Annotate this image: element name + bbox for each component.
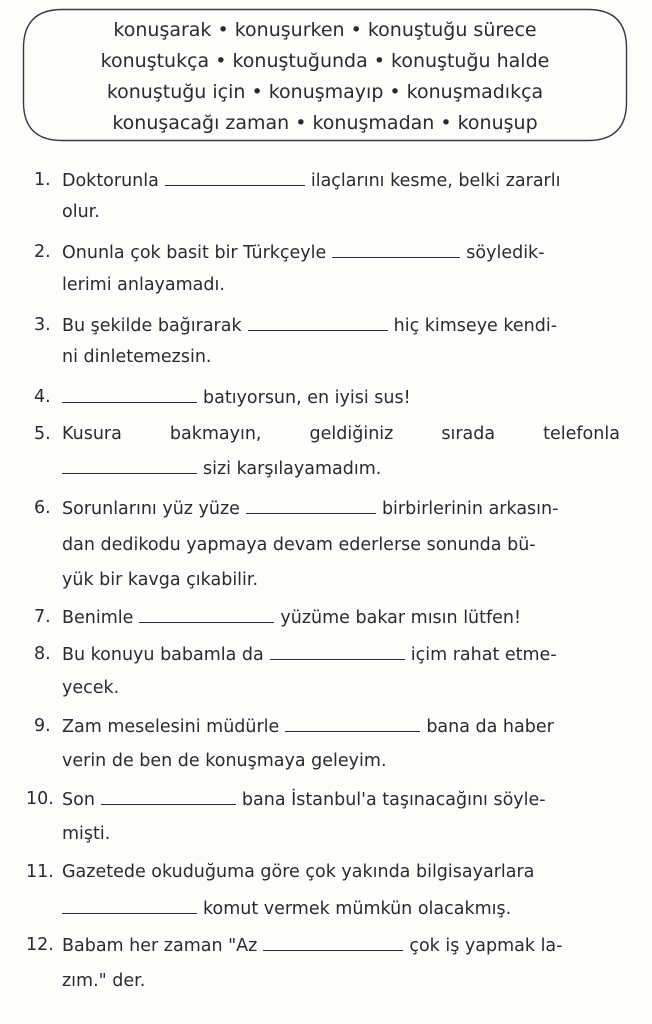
word-bank-box (22, 8, 628, 142)
item-line-1 (62, 385, 411, 410)
item-text-before: Onunla çok basit bir Türkçeyle (62, 243, 327, 263)
item-word: bakmayın, (169, 424, 262, 444)
answer-blank-9[interactable] (285, 714, 420, 732)
item-line-1 (62, 168, 560, 193)
answer-blank-6[interactable] (246, 496, 376, 514)
item-line-1 (62, 496, 558, 521)
item-number: 6. (34, 498, 51, 518)
item-word: telefonla (543, 424, 620, 444)
item-text-before: Bu konuyu babamla da (62, 645, 264, 665)
item-number: 2. (34, 242, 51, 262)
item-line-2: yecek. (62, 678, 120, 698)
answer-blank-2[interactable] (332, 240, 460, 258)
answer-blank-12[interactable] (263, 933, 403, 951)
item-line-2: mişti. (62, 824, 111, 844)
item-line-2: zım." der. (62, 971, 146, 991)
item-text-after: çok iş yapmak la- (409, 936, 563, 956)
item-line-1 (62, 933, 562, 958)
answer-blank-8[interactable] (270, 642, 405, 660)
item-line-1 (62, 313, 557, 338)
item-text-before: Son (62, 790, 95, 810)
word-bank-line-4: konuşacağı zaman • konuşmadan • konuşup (112, 112, 538, 134)
item-number: 12. (26, 935, 54, 955)
item-line-2: olur. (62, 202, 100, 222)
item-text-after: içim rahat etme- (410, 645, 557, 665)
item-text-before: Bu şekilde bağırarak (62, 316, 242, 336)
item-number: 3. (34, 315, 51, 335)
answer-blank-7[interactable] (139, 605, 274, 623)
item-line-1 (62, 787, 546, 812)
item-text-after: hiç kimseye kendi- (393, 316, 558, 336)
item-text-after: söyledik- (466, 243, 545, 263)
answer-blank-3[interactable] (248, 313, 388, 331)
item-number: 10. (26, 789, 54, 809)
answer-blank-5[interactable] (62, 456, 197, 474)
item-line-2 (62, 456, 381, 481)
item-word: Kusura (62, 424, 122, 444)
answer-blank-10[interactable] (101, 787, 236, 805)
word-bank-line-1: konuşarak • konuşurken • konuştuğu sürece (113, 19, 537, 41)
item-line-2: lerimi anlayamadı. (62, 275, 225, 295)
item-text-before: Benimle (62, 608, 134, 628)
answer-blank-1[interactable] (165, 168, 305, 186)
item-text-after: sizi karşılayamadım. (203, 459, 382, 479)
answer-blank-4[interactable] (62, 385, 197, 403)
item-text-before: Babam her zaman "Az (62, 936, 258, 956)
item-text-before: Doktorunla (62, 171, 159, 191)
item-text-before: Zam meselesini müdürle (62, 717, 280, 737)
word-bank-line-2: konuştukça • konuştuğunda • konuştuğu halde (100, 50, 550, 72)
item-line-2: dan dedikodu yapmaya devam ederlerse sonunda bü- (62, 535, 536, 555)
item-line-3: yük bir kavga çıkabilir. (62, 570, 259, 590)
item-word: sırada (441, 424, 496, 444)
item-text-after: bana da haber (426, 717, 554, 737)
item-number: 1. (34, 170, 51, 190)
item-text-after: bana İstanbul'a taşınacağını söyle- (241, 790, 546, 810)
item-line-2: verin de ben de konuşmaya geleyim. (62, 751, 387, 771)
item-text-after: ilaçlarını kesme, belki zararlı (310, 171, 561, 191)
item-number: 4. (34, 387, 51, 407)
item-line-1 (62, 714, 554, 739)
item-line-1 (62, 422, 620, 446)
item-number: 9. (34, 716, 51, 736)
item-line-2 (62, 896, 511, 921)
item-number: 7. (34, 607, 51, 627)
item-line-1: Gazetede okuduğuma göre çok yakında bilgisayarlara (62, 862, 535, 882)
item-number: 8. (34, 644, 51, 664)
answer-blank-11[interactable] (62, 896, 197, 914)
item-line-1 (62, 240, 545, 265)
word-bank-line-3: konuştuğu için • konuşmayıp • konuşmadıkça (106, 81, 544, 103)
item-line-1 (62, 605, 521, 630)
item-text-after: birbirlerinin arkasın- (381, 499, 559, 519)
item-word: geldiğiniz (309, 424, 394, 444)
item-number: 11. (26, 862, 54, 882)
item-text-before: Sorunlarını yüz yüze (62, 499, 240, 519)
item-number: 5. (34, 424, 51, 444)
item-line-1 (62, 642, 557, 667)
item-text-after: komut vermek mümkün olacakmış. (203, 899, 512, 919)
item-line-2: ni dinletemezsin. (62, 347, 212, 367)
item-text-after: batıyorsun, en iyisi sus! (203, 388, 411, 408)
item-text-after: yüzüme bakar mısın lütfen! (280, 608, 522, 628)
